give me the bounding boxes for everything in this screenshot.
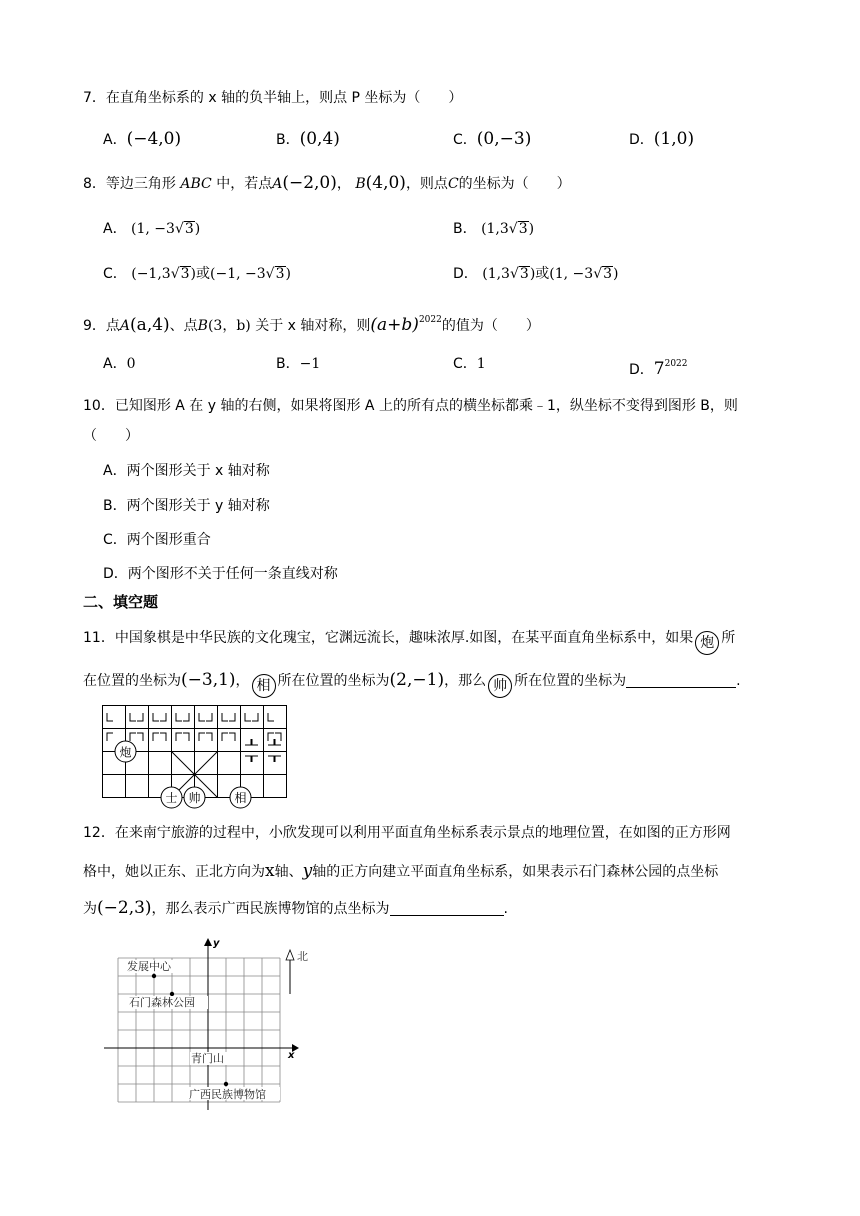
north-arrow-icon — [286, 950, 294, 960]
label-shimen-park: 石门森林公园 — [129, 996, 195, 1009]
q10-option-a: A．两个图形关于 x 轴对称 — [103, 463, 270, 479]
label-development-center: 发展中心 — [127, 960, 171, 973]
q12-line1: 12．在来南宁旅游的过程中，小欣发现可以利用平面直角坐标系表示景点的地理位置，在如图的正方形网 — [83, 825, 731, 841]
q8-option-d: D． (1,3√3)或(1, −3√3) — [453, 266, 619, 282]
svg-text:士: 士 — [165, 791, 178, 805]
q10-option-d: D．两个图形不关于任何一条直线对称 — [103, 566, 338, 582]
q12-line2: 格中，她以正东、正北方向为x轴、y轴的正方向建立平面直角坐标系，如果表示石门森林公园的点坐标 — [83, 861, 719, 881]
piece-shuai — [184, 787, 205, 808]
chess-board-figure — [100, 700, 290, 810]
point-development-center — [152, 974, 156, 978]
q7-option-d: D．(1,0) — [629, 129, 695, 149]
shuai-piece-inline: 帅 — [488, 674, 512, 698]
q8-stem: 8．等边三角形 ABC 中，若点A(−2,0)， B(4,0)，则点C的坐标为（ ） — [83, 173, 571, 193]
label-qingshan: 青门山 — [191, 1052, 224, 1065]
q10-stem: 10．已知图形 A 在 y 轴的右侧，如果将图形 A 上的所有点的横坐标都乘﹣1，纵坐标不变得到图形 B，则 — [83, 398, 738, 414]
point-museum — [224, 1082, 228, 1086]
q7-option-a: A．(−4,0) — [103, 129, 182, 149]
q11-line1: 11．中国象棋是中华民族的文化瑰宝，它渊远流长，趣味浓厚.如图，在某平面直角坐标系中，如果 炮 所 — [83, 628, 735, 655]
q11-answer-blank[interactable] — [626, 671, 736, 688]
q8-option-b: B． (1,3√3) — [453, 221, 535, 237]
q10-option-c: C．两个图形重合 — [103, 532, 211, 548]
svg-text:炮: 炮 — [119, 745, 132, 760]
svg-text:y: y — [213, 938, 220, 949]
section-title: 二、填空题 — [83, 593, 159, 611]
q8-option-c: C． (−1,3√3)或(−1, −3√3) — [103, 266, 291, 282]
north-indicator — [286, 950, 308, 994]
q9-option-d: D．$7^{2022}$ — [629, 359, 688, 379]
q7-stem: 7．在直角坐标系的 x 轴的负半轴上，则点 P 坐标为（ ） — [83, 90, 463, 106]
q7-option-b: B．(0,4) — [276, 129, 340, 149]
q12-answer-blank[interactable] — [390, 899, 504, 916]
map-grid-figure — [100, 932, 330, 1112]
svg-text:x: x — [288, 1050, 295, 1061]
q10-option-b: B．两个图形关于 y 轴对称 — [103, 498, 270, 514]
q7-option-c: C．(0,−3) — [453, 129, 532, 149]
piece-shi — [161, 787, 182, 808]
q12-line3: 为(−2,3)，那么表示广西民族博物馆的点坐标为 . — [83, 898, 508, 918]
q9-option-a: A．0 — [103, 356, 136, 372]
q10-paren: （ ） — [83, 428, 139, 444]
q8-option-a: A． (1, −3√3) — [103, 221, 201, 237]
q9-option-b: B．−1 — [276, 356, 321, 372]
piece-pao — [115, 741, 136, 762]
y-axis-arrow-icon — [204, 938, 212, 946]
svg-text:北: 北 — [297, 950, 308, 963]
xiang-piece-inline: 相 — [252, 674, 276, 698]
q9-stem: 9．点A(a,4)、点B(3，b) 关于 x 轴对称，则$(a+b)^{2022}$的值为（ ） — [83, 315, 540, 335]
label-museum: 广西民族博物馆 — [189, 1088, 266, 1101]
svg-text:相: 相 — [234, 791, 247, 805]
svg-text:帅: 帅 — [188, 791, 201, 805]
q11-line2: 在位置的坐标为(−3,1)， 相 所在位置的坐标为(2,−1)，那么 帅 所在位置的坐标为 . — [83, 670, 741, 698]
piece-xiang — [230, 787, 251, 808]
q9-option-c: C．1 — [453, 356, 486, 372]
pao-piece-inline: 炮 — [695, 631, 719, 655]
